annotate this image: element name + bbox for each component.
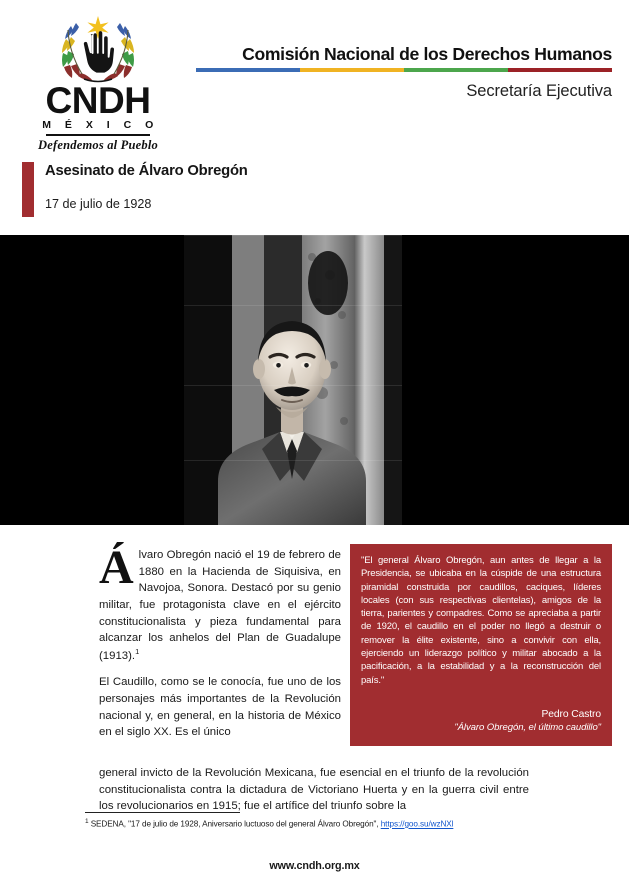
footnote-marker-inline[interactable]: 1: [135, 646, 140, 656]
article-paragraph-2-tail: general invicto de la Revolución Mexicana, fue esencial en el triunfo de la revolución constitucionalista contra la dictadura de Victoriano Huerta y en la guerra civil entre los revolucionarios en 1915; fue el artífice del triunfo sobre la: [99, 767, 529, 813]
pull-quote-source: "Álvaro Obregón, el último caudillo": [454, 721, 601, 733]
cndh-logo: [22, 12, 174, 152]
footnote-number: 1: [85, 818, 89, 825]
organization-name: Comisión Nacional de los Derechos Humanos: [242, 44, 612, 64]
department-name: Secretaría Ejecutiva: [466, 82, 612, 101]
retrato-alvaro-obregon: [184, 235, 402, 525]
site-footer: [0, 860, 629, 872]
header-title-group: [196, 44, 612, 101]
footnote-text: SEDENA, "17 de julio de 1928, Aniversario luctuoso del general Álvaro Obregón",: [88, 819, 381, 829]
logo-country: M É X I C O: [42, 119, 159, 132]
logo-divider: [46, 134, 150, 136]
pull-quote-author: Pedro Castro: [541, 708, 601, 720]
color-bar-segment-red: [508, 68, 612, 72]
footnote-block: [85, 818, 585, 830]
website-url[interactable]: www.cndh.org.mx: [269, 860, 360, 872]
color-bar-segment-blue: [196, 68, 300, 72]
cndh-hand-laurel-star-emblem: [38, 12, 158, 84]
footnote-link[interactable]: https://goo.su/wzNXl: [380, 819, 454, 829]
logo-slogan: Defendemos al Pueblo: [38, 137, 158, 152]
pull-quote-text: "El general Álvaro Obregón, aun antes de llegar a la Presidencia, se ubicaba en la cúspide de una estructura piramidal construida por caudillos, caciques, líderes locales (con sus respectivas clientelas), amigos de la tierra, parientes y compadres. Como se apreciaba a partir de 1920, el caudillo en el poder no llegó a destruir o remover la élite existente, sino a convivir con ella, ejerciendo un liderazgo político y militar abocado a la pacificación, a la estabilidad y a la reconstrucción del país.": [361, 555, 601, 686]
page-title: Asesinato de Álvaro Obregón: [45, 163, 248, 179]
drop-cap: Á: [99, 541, 134, 594]
article-full-width-tail: [99, 765, 529, 815]
raised-hand-icon: [84, 31, 114, 72]
pull-quote-box: [350, 544, 612, 746]
title-accent-bar: [22, 162, 34, 217]
footnote-divider: [85, 812, 240, 813]
article-paragraph-1: [99, 541, 341, 664]
article-paragraph-2: El Caudillo, como se le conocía, fue uno de los personajes más importantes de la Revolución nacional y, en general, en la historia de México en el siglo XX. Es el único: [99, 676, 341, 739]
page-header: [0, 0, 629, 150]
hero-photo-banner: [0, 235, 629, 525]
color-bar-segment-green: [404, 68, 508, 72]
article-paragraph-1-text: lvaro Obregón nació el 19 de febrero de 1880 en la Hacienda de Siquisiva, en Navojoa, Sonora. Destacó por su genio militar, fue protagonista clave en el ejército constitucionalista y pieza fundamental para alcanzar los anhelos del Plan de Guadalupe (1913).: [99, 549, 341, 662]
color-bar-segment-yellow: [300, 68, 404, 72]
star-icon: [87, 16, 108, 39]
article-left-column: [99, 541, 341, 751]
brand-color-bar: [196, 68, 612, 72]
logo-wordmark: CNDH: [45, 80, 151, 121]
page-date: 17 de julio de 1928: [45, 197, 152, 211]
document-title-block: [0, 160, 629, 228]
